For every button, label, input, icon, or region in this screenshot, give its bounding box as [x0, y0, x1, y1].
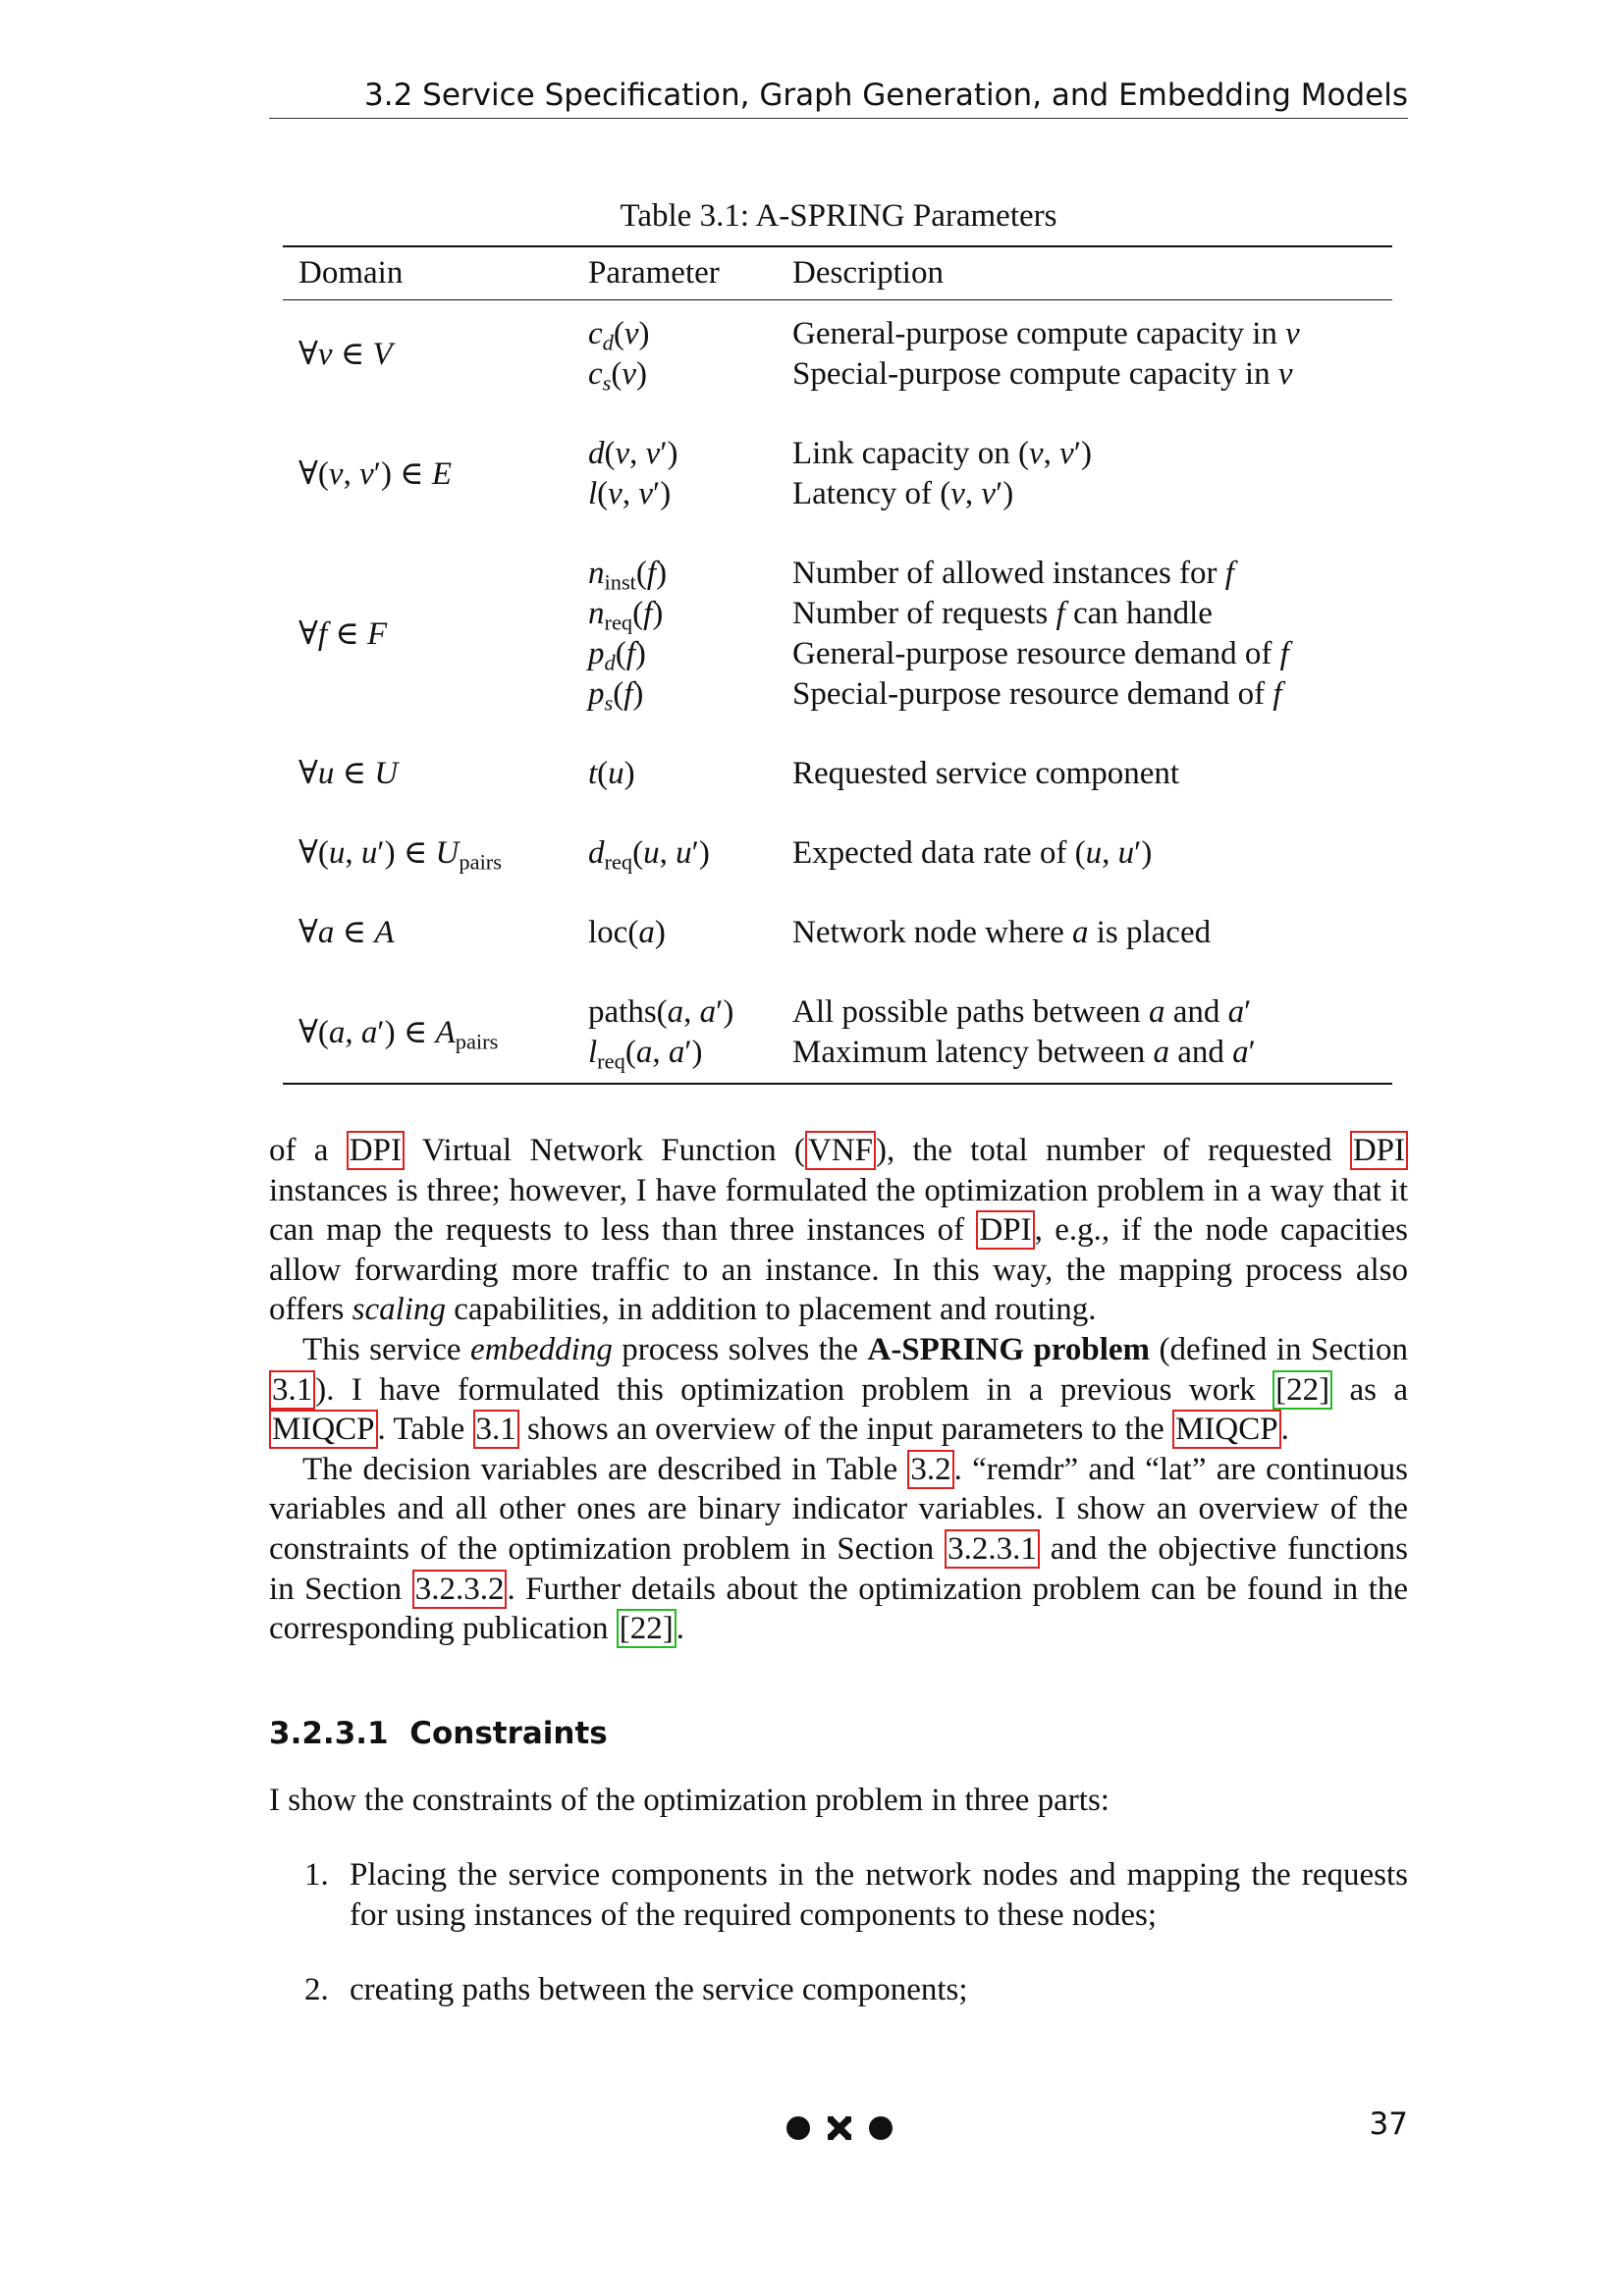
header-parameter: Parameter: [572, 246, 777, 300]
list-item: 1. Placing the service components in the network nodes and mapping the requests for using instances of the required components to these nodes;: [304, 1857, 1408, 1933]
section-number: 3.2.3.1: [269, 1716, 389, 1751]
parameters-table: [283, 245, 1392, 1085]
table-header-row: [283, 246, 1392, 300]
description-cell: Requested service component: [792, 756, 1180, 791]
running-head-text: 3.2 Service Specification, Graph Generation, and Embedding Models: [364, 78, 1408, 113]
section-link[interactable]: 3.1: [269, 1370, 315, 1410]
parameter-cell: $c_d(v)$ $c_s(v)$: [588, 316, 650, 396]
parameter-cell: loc(a): [588, 915, 666, 950]
paragraph-1: of a DPI Virtual Network Function (VNF), the total number of requested DPI instances is three; however, I have formulated the optimization problem in a way that it can map the requests to less than three instances of DPI, e.g., if the node capacities allow forwarding more traffic to an instance. In this way, the mapping process also offers scaling capabilities, in addition to placement and routing.: [269, 1133, 1408, 1328]
domain-cell: ∀(u, u′) ∈ $U_{pairs}$: [298, 835, 503, 875]
list-item: 2. creating paths between the service components;: [304, 1972, 968, 2008]
parameter-cell: $d_{req}(u$, u′): [588, 835, 710, 875]
table-link[interactable]: 3.2: [907, 1450, 953, 1489]
section-link[interactable]: 3.2.3.1: [945, 1529, 1040, 1569]
domain-cell: ∀(v, v′) ∈ E: [298, 455, 453, 492]
parameter-cell: paths(a, a′) $l_{req}(a$, a′): [572, 953, 777, 1084]
table-link[interactable]: 3.1: [473, 1410, 519, 1449]
table-row: [283, 395, 1392, 514]
table-row: [283, 715, 1392, 794]
description-cell: Network node where a is placed: [792, 915, 1212, 950]
header-domain: Domain: [283, 246, 572, 300]
section-link[interactable]: 3.2.3.2: [412, 1570, 508, 1609]
paragraph-2: This service embedding process solves the A-SPRING problem (defined in Section 3.1). I have formulated this optimization problem in a previous work [22] as a MIQCP. Table 3.1 shows an overview of the input parameters to the MIQCP.: [269, 1330, 1408, 1450]
table-row: [283, 874, 1392, 953]
body-text: [269, 1131, 1408, 1649]
table-row: [283, 514, 1392, 715]
acronym-link-vnf[interactable]: VNF: [805, 1131, 876, 1170]
acronym-link-dpi[interactable]: DPI: [347, 1131, 405, 1170]
acronym-link-miqcp[interactable]: MIQCP: [269, 1410, 378, 1449]
section-heading: [269, 1716, 608, 1751]
domain-cell: ∀u ∈ U: [298, 756, 399, 791]
constraint-list: [304, 1855, 1408, 2010]
domain-cell: ∀f ∈ F: [298, 615, 388, 652]
acronym-link-miqcp[interactable]: MIQCP: [1172, 1410, 1281, 1449]
paragraph-4: I show the constraints of the optimization problem in three parts:: [269, 1783, 1110, 1818]
description-cell: General-purpose compute capacity in v Special-purpose compute capacity in v: [792, 316, 1300, 392]
acronym-link-dpi[interactable]: DPI: [1350, 1131, 1408, 1170]
domain-cell: ∀a ∈ A: [298, 915, 395, 950]
description-cell: Expected data rate of (u, u′): [792, 835, 1153, 871]
table-row: [283, 794, 1392, 874]
footer-logo-icon: [785, 2109, 893, 2148]
acronym-link-dpi[interactable]: DPI: [976, 1210, 1034, 1250]
parameter-cell: d(v, v′) l(v, v′): [588, 436, 678, 511]
header-description: Description: [777, 246, 1392, 300]
description-cell: Link capacity on (v, v′) Latency of (v, v′): [792, 436, 1093, 511]
table-caption: Table 3.1: A-SPRING Parameters: [620, 198, 1057, 234]
domain-cell: ∀(a, a′) ∈ $A_{pairs}$: [283, 953, 572, 1084]
domain-cell: ∀v ∈ V: [298, 336, 393, 372]
citation-link[interactable]: [22]: [617, 1609, 677, 1648]
table-row: [283, 300, 1392, 396]
paragraph-3: The decision variables are described in Table 3.2. “remdr” and “lat” are continuous variables and all other ones are binary indicator variables. I show an overview of the constraints of the optimization problem in Section 3.2.3.1 and the objective functions in Section 3.2.3.2. Further details about the optimization problem can be found in the corresponding publication [22].: [269, 1451, 1409, 1647]
citation-link[interactable]: [22]: [1272, 1370, 1332, 1410]
page-number: 37: [1369, 2107, 1408, 2142]
running-head: [269, 73, 1408, 119]
parameter-cell: t(u): [588, 756, 635, 791]
description-cell: Number of allowed instances for f Number of requests f can handle General-purpose resource demand of f Special-purpose resource demand of f: [792, 556, 1289, 712]
description-cell: All possible paths between a and a′ Maximum latency between a and a′: [777, 953, 1392, 1084]
section-title: Constraints: [409, 1716, 608, 1751]
table-row: [283, 953, 1392, 1084]
parameter-cell: $n_{inst}(f)$ $n_{req}(f)$ $p_d(f)$ $p_s(f)$: [588, 556, 668, 716]
